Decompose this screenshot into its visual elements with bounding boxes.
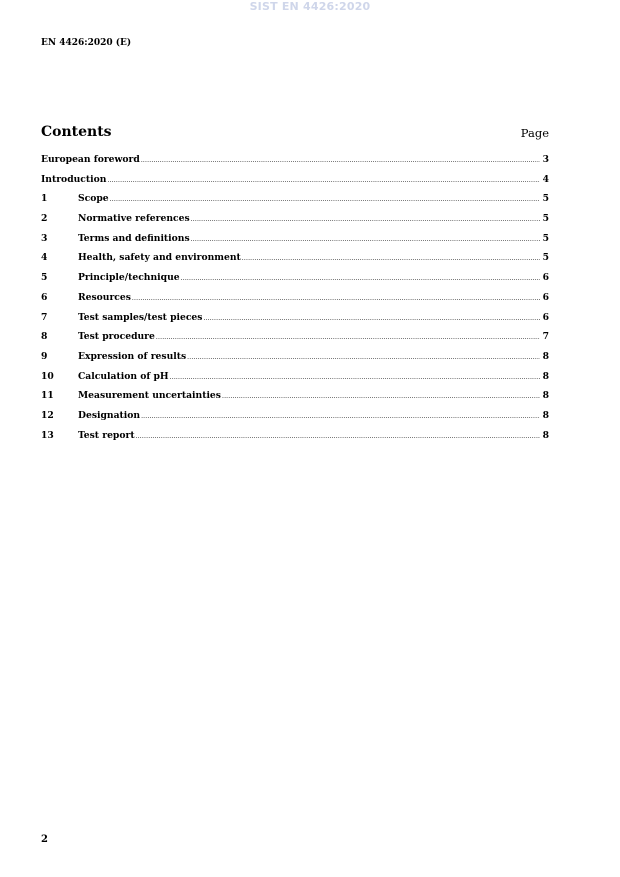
toc-entry-resources[interactable] — [41, 292, 549, 312]
toc-leader-dots — [242, 255, 540, 262]
toc-entry-page: 3 — [542, 154, 549, 165]
toc-entry-title: European foreword — [41, 154, 140, 165]
toc-entry-page: 5 — [542, 213, 549, 225]
toc-entry-normative-references[interactable] — [41, 213, 549, 233]
toc-leader-dots — [107, 177, 540, 184]
toc-entry-number: 2 — [41, 213, 48, 225]
toc-entry-title: Test report — [78, 429, 135, 441]
toc-entry-number: 11 — [41, 390, 54, 402]
toc-entry-title: Designation — [78, 409, 141, 421]
toc-leader-dots — [203, 315, 540, 322]
toc-leader-dots — [170, 374, 540, 381]
toc-leader-dots — [132, 295, 540, 302]
toc-entry-number: 5 — [41, 272, 48, 284]
toc-entry-number: 9 — [41, 350, 48, 362]
document-id-header: EN 4426:2020 (E) — [41, 38, 132, 48]
toc-entry-title: Introduction — [41, 173, 107, 185]
toc-entry-number: 7 — [41, 311, 48, 323]
toc-entry-page: 5 — [542, 252, 549, 264]
toc-entry-page: 6 — [542, 272, 549, 284]
toc-entry-page: 8 — [542, 409, 549, 421]
toc-entry-title: Principle/technique — [78, 272, 180, 284]
toc-entry-page: 8 — [542, 370, 549, 382]
toc-entry-title: Expression of results — [78, 350, 187, 362]
table-of-contents — [41, 154, 549, 449]
toc-entry-european-foreword[interactable] — [41, 154, 549, 174]
toc-entry-number: 8 — [41, 331, 48, 343]
toc-leader-dots — [191, 216, 540, 223]
toc-entry-calculation-of-ph[interactable] — [41, 371, 549, 391]
toc-entry-page: 8 — [542, 429, 549, 441]
contents-title: Contents — [41, 124, 112, 140]
toc-entry-page: 5 — [542, 232, 549, 244]
toc-entry-title: Measurement uncertainties — [78, 390, 221, 402]
toc-entry-page: 4 — [542, 173, 549, 185]
toc-entry-expression-of-results[interactable] — [41, 351, 549, 371]
toc-leader-dots — [110, 196, 540, 203]
toc-entry-number: 4 — [41, 252, 48, 264]
toc-entry-title: Resources — [78, 291, 131, 303]
toc-entry-introduction[interactable] — [41, 174, 549, 194]
toc-entry-principle-technique[interactable] — [41, 272, 549, 292]
toc-entry-title: Terms and definitions — [78, 232, 190, 244]
toc-entry-number: 10 — [41, 370, 54, 382]
toc-entry-title: Health, safety and environment — [78, 252, 241, 264]
toc-entry-page: 6 — [542, 311, 549, 323]
toc-entry-terms-and-definitions[interactable] — [41, 233, 549, 253]
toc-leader-dots — [136, 433, 540, 440]
toc-leader-dots — [187, 354, 540, 361]
toc-leader-dots — [141, 157, 540, 164]
toc-entry-page: 5 — [542, 193, 549, 205]
page-number-footer: 2 — [41, 834, 48, 845]
toc-entry-page: 8 — [542, 390, 549, 402]
toc-leader-dots — [156, 334, 540, 341]
toc-leader-dots — [222, 393, 540, 400]
toc-entry-health-safety-environment[interactable] — [41, 252, 549, 272]
toc-entry-number: 13 — [41, 429, 54, 441]
toc-entry-page: 7 — [542, 331, 549, 343]
toc-entry-measurement-uncertainties[interactable] — [41, 390, 549, 410]
toc-entry-page: 6 — [542, 291, 549, 303]
toc-entry-title: Calculation of pH — [78, 370, 169, 382]
toc-entry-title: Scope — [78, 193, 109, 205]
toc-entry-number: 12 — [41, 409, 54, 421]
toc-entry-number: 6 — [41, 291, 48, 303]
toc-entry-title: Test procedure — [78, 331, 155, 343]
toc-leader-dots — [181, 275, 540, 282]
toc-entry-number: 3 — [41, 232, 48, 244]
toc-leader-dots — [191, 236, 540, 243]
toc-entry-page: 8 — [542, 350, 549, 362]
toc-leader-dots — [141, 413, 540, 420]
toc-entry-test-samples[interactable] — [41, 312, 549, 332]
toc-entry-number: 1 — [41, 193, 48, 205]
page-column-label: Page — [520, 126, 549, 140]
toc-entry-scope[interactable] — [41, 193, 549, 213]
toc-entry-title: Normative references — [78, 213, 190, 225]
toc-entry-test-procedure[interactable] — [41, 331, 549, 351]
watermark-text: SIST EN 4426:2020 — [249, 0, 371, 13]
toc-entry-designation[interactable] — [41, 410, 549, 430]
contents-heading — [41, 124, 549, 144]
toc-entry-title: Test samples/test pieces — [78, 311, 203, 323]
toc-entry-test-report[interactable] — [41, 430, 549, 450]
